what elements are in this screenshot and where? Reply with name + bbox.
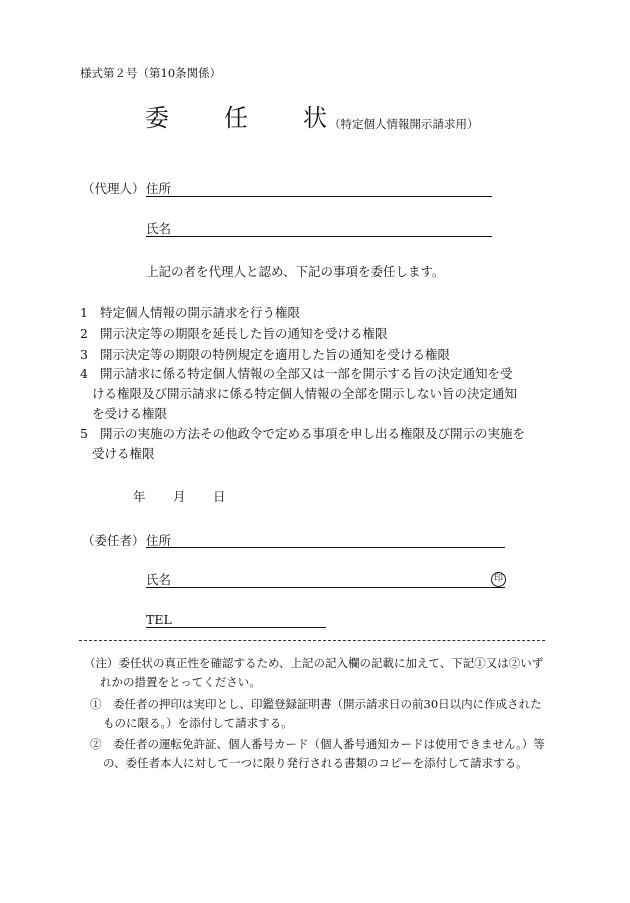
title-subtitle: （特定個人情報開示請求用） (329, 117, 479, 131)
principal-tel-field[interactable] (146, 627, 326, 628)
principal-name-field[interactable] (146, 587, 505, 588)
item-2-text: 開示決定等の期限を延長した旨の通知を受ける権限 (100, 326, 388, 341)
agent-label: （代理人） (82, 181, 145, 196)
item-5-text-line-1: 開示の実施の方法その他政令で定める事項を申し出る権限及び開示の実施を (100, 426, 526, 441)
note-intro-line-2: れかの措置をとってください。 (100, 675, 261, 689)
title-char-3: 状 (303, 104, 327, 132)
date-year-label: 年 (133, 489, 146, 504)
principal-name-label: 氏名 (146, 572, 172, 587)
item-4-text-line-1: 開示請求に係る特定個人情報の全部又は一部を開示する旨の決定通知を受 (100, 366, 513, 381)
principal-address-field[interactable] (146, 547, 505, 548)
note-1-line-1: ① 委任者の押印は実印とし、印鑑登録証明書（開示請求日の前30日以内に作成された (90, 697, 542, 711)
item-3-number: 3 (80, 347, 88, 362)
dashed-separator (79, 640, 545, 641)
date-day-label: 日 (213, 489, 226, 504)
note-1-line-2: ものに限る。）を添付して請求する。 (103, 716, 293, 730)
principal-address-label: 住所 (146, 533, 172, 548)
item-1-text: 特定個人情報の開示請求を行う権限 (100, 305, 301, 320)
note-2-line-1: ② 委任者の運転免許証、個人番号カード（個人番号通知カードは使用できません。）等 (90, 737, 545, 751)
agent-name-field[interactable] (146, 236, 492, 237)
item-4-text-line-2: ける権限及び開示請求に係る特定個人情報の全部を開示しない旨の決定通知 (92, 386, 518, 401)
form-number: 様式第２号（第10条関係） (80, 66, 222, 80)
delegation-statement: 上記の者を代理人と認め、下記の事項を委任します。 (146, 264, 445, 279)
agent-name-label: 氏名 (146, 221, 172, 236)
title-char-2: 任 (224, 104, 248, 132)
seal-mark: 印 (491, 572, 506, 587)
item-4-number: 4 (80, 366, 88, 381)
note-intro-line-1: （注）委任状の真正性を確認するため、上記の記入欄の記載に加えて、下記①又は②いず (84, 656, 544, 670)
item-5-text-line-2: 受ける権限 (92, 446, 155, 461)
item-2-number: 2 (80, 326, 88, 341)
principal-label: （委任者） (82, 533, 145, 548)
item-5-number: 5 (80, 426, 88, 441)
item-4-text-line-3: を受ける権限 (92, 406, 168, 421)
note-2-line-2: の、委任者本人に対して一つに限り発行される書類のコピーを添付して請求する。 (103, 756, 528, 770)
agent-address-field[interactable] (146, 196, 492, 197)
title-char-1: 委 (145, 104, 169, 132)
item-1-number: 1 (80, 305, 88, 320)
item-3-text: 開示決定等の期限の特例規定を適用した旨の通知を受ける権限 (100, 347, 451, 362)
date-month-label: 月 (173, 489, 186, 504)
agent-address-label: 住所 (146, 181, 172, 196)
principal-tel-label: TEL (146, 612, 172, 627)
